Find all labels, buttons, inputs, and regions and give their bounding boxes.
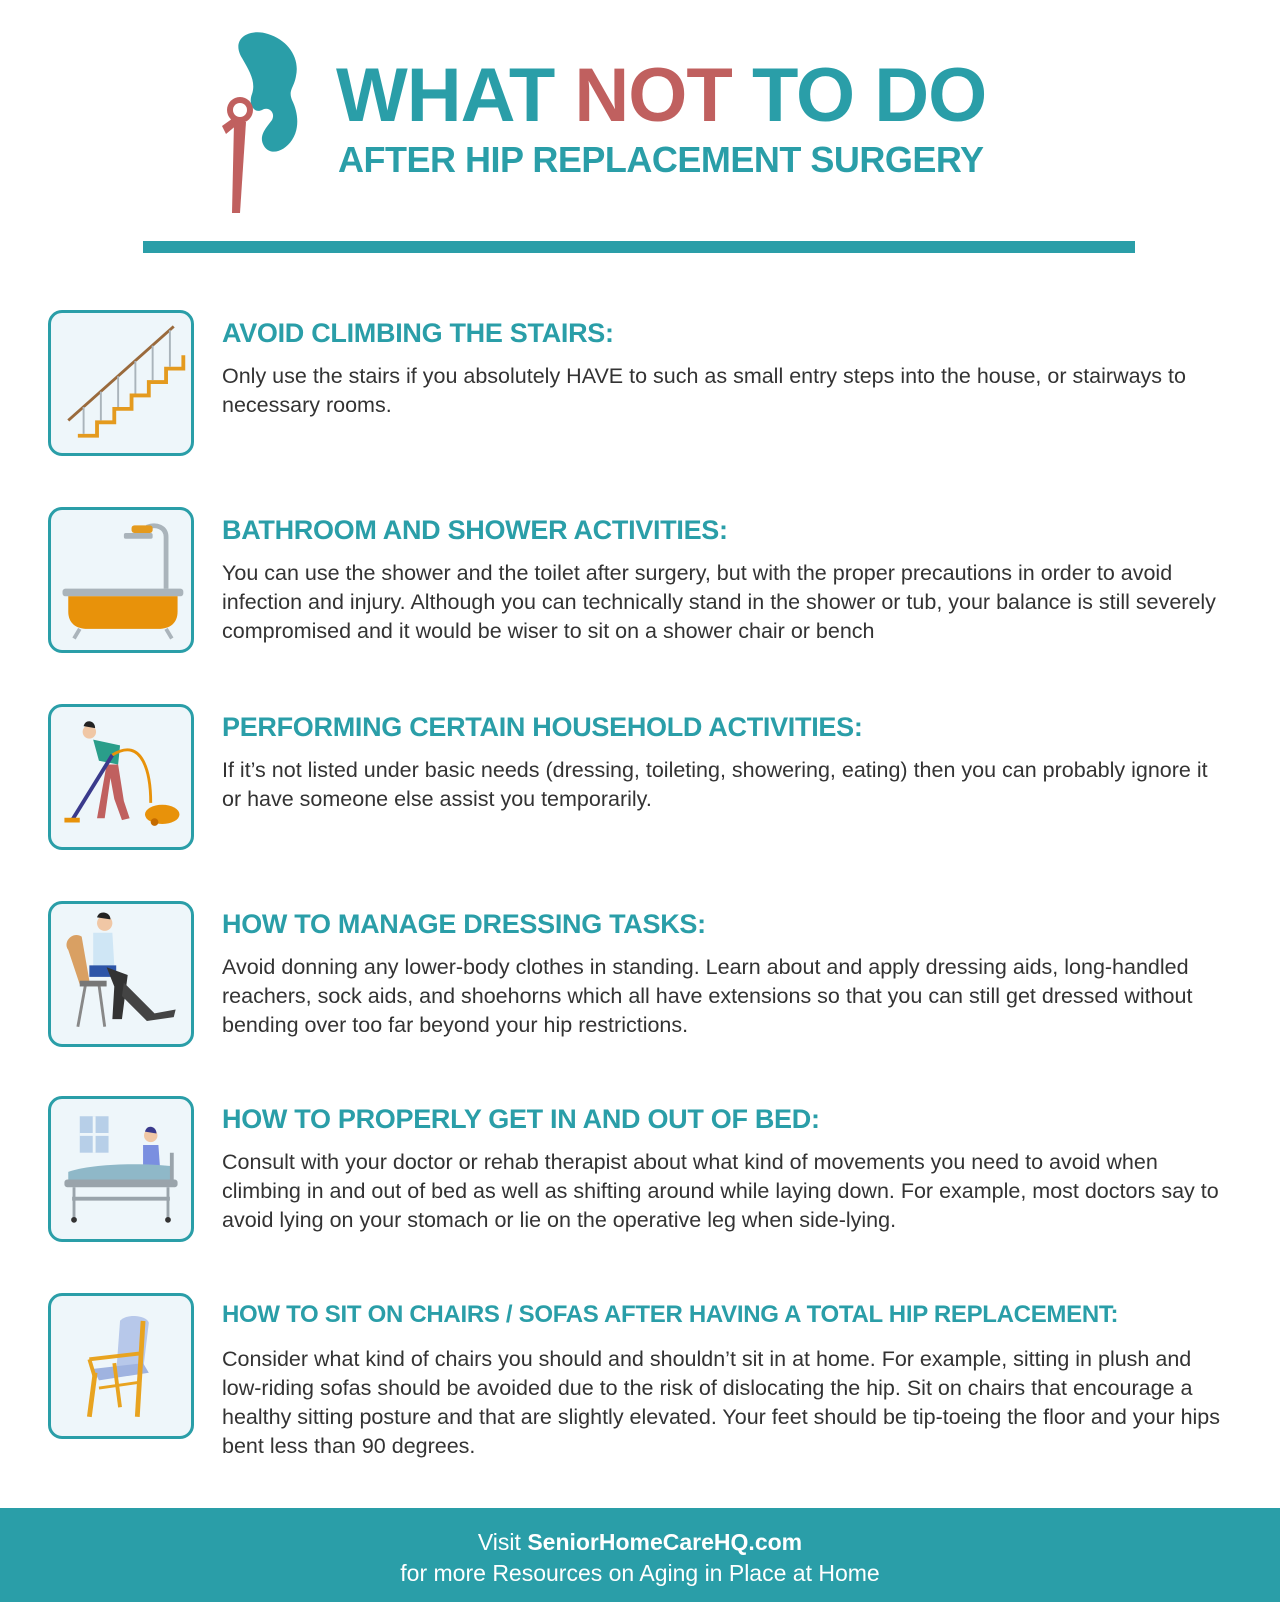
tip-title: PERFORMING CERTAIN HOUSEHOLD ACTIVITIES: (222, 712, 863, 742)
footer (0, 1508, 1280, 1602)
page-title: WHAT NOT TO DO (336, 53, 987, 138)
tip-text: Avoid donning any lower-body clothes in standing. Learn about and apply dressing aids, long-handled reachers, sock aids, and shoehorns which all have extensions so that you can still get dressed without bending over too far beyond your hip restrictions. (222, 955, 1193, 1037)
header (0, 0, 1280, 260)
tip-title: HOW TO SIT ON CHAIRS / SOFAS AFTER HAVING A TOTAL HIP REPLACEMENT: (222, 1301, 1119, 1328)
tip-text: Only use the stairs if you absolutely HAVE to such as small entry steps into the house, or stairways to necessary rooms. (222, 364, 1186, 417)
tip-text: Consider what kind of chairs you should and shouldn’t sit in at home. For example, sitting in plush and low-riding sofas should be avoided due to the risk of dislocating the hip. Sit on chairs that encourage a healthy sitting posture and that are slightly elevated. Your feet should be tip-toeing the floor and your hips bent less than 90 degrees. (222, 1347, 1221, 1458)
hip-joint-icon (210, 28, 320, 213)
tip-text: Consult with your doctor or rehab therapist about what kind of movements you need to avoid when climbing in and out of bed as well as shifting around while laying down. For example, most doctors say to avoid lying on your stomach or lie on the operative leg when side-lying. (222, 1150, 1219, 1232)
header-divider (143, 241, 1135, 253)
footer-tagline: for more Resources on Aging in Place at Home (400, 1560, 880, 1586)
page-subtitle: AFTER HIP REPLACEMENT SURGERY (338, 139, 984, 180)
tip-text: You can use the shower and the toilet after surgery, but with the proper precautions in order to avoid infection and injury. Although you can technically stand in the shower or tub, your balance is still severely compromised and it would be wiser to sit on a shower chair or bench (222, 561, 1216, 643)
dressing-icon (48, 901, 194, 1047)
tip-title: AVOID CLIMBING THE STAIRS: (222, 318, 614, 348)
vacuum-icon (48, 704, 194, 850)
tip-title: BATHROOM AND SHOWER ACTIVITIES: (222, 515, 728, 545)
chair-icon (48, 1293, 194, 1439)
bathtub-icon (48, 507, 194, 653)
site-link[interactable]: SeniorHomeCareHQ.com (527, 1529, 803, 1555)
tip-title: HOW TO MANAGE DRESSING TASKS: (222, 909, 706, 939)
title-accent: NOT (574, 53, 732, 138)
tip-title: HOW TO PROPERLY GET IN AND OUT OF BED: (222, 1104, 820, 1134)
footer-visit: Visit SeniorHomeCareHQ.com (477, 1529, 803, 1555)
stairs-icon (48, 310, 194, 456)
bed-icon (48, 1096, 194, 1242)
tip-text: If it’s not listed under basic needs (dressing, toileting, showering, eating) then you can probably ignore it or have someone else assist you temporarily. (222, 758, 1208, 811)
